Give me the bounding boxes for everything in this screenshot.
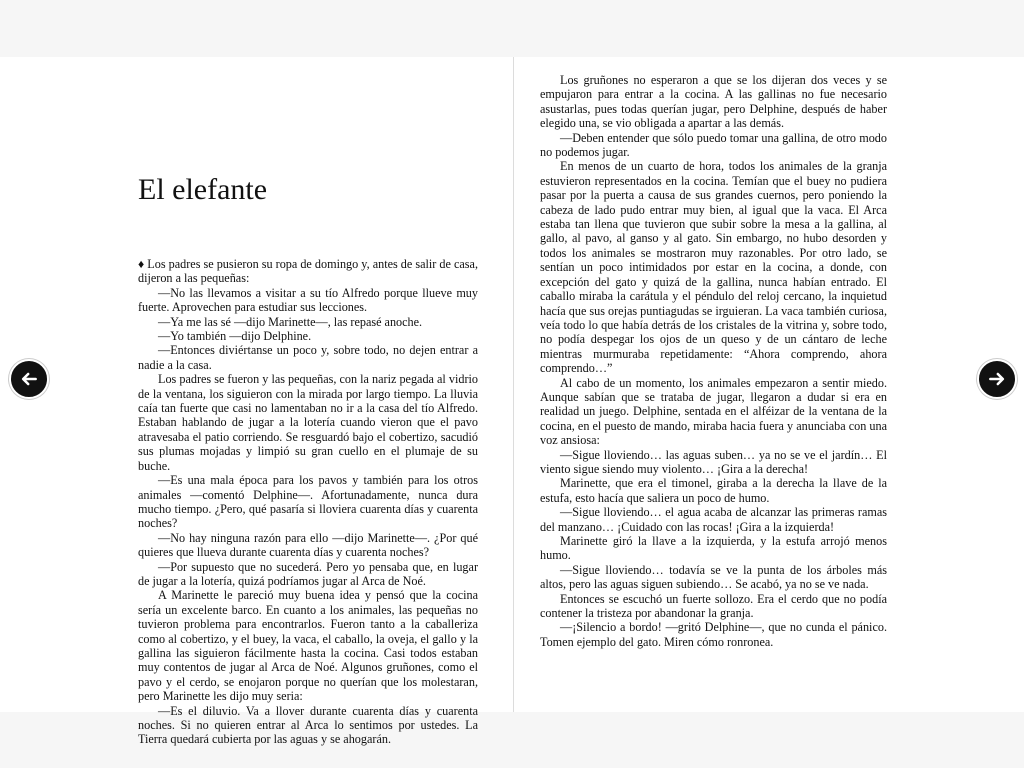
paragraph: ♦ Los padres se pusieron su ropa de domingo y, antes de salir de casa, dijeron a las pequeñas: <box>138 257 478 286</box>
paragraph: —Es el diluvio. Va a llover durante cuarenta días y cuarenta noches. Si no quieren entrar al Arca lo sentimos por ustedes. La Tierra quedará cubierta por las aguas y se ahogarán. <box>138 703 478 747</box>
paragraph: —Yo también —dijo Delphine. <box>158 329 312 344</box>
previous-page-button[interactable] <box>9 359 49 399</box>
paragraph: —Es una mala época para los pavos y también para los otros animales —comentó Delphine—. Afortunadamente, nunca dura mucho tiempo. ¿Pero, qué pasaría si lloviera cuarenta días y cuarenta noches? <box>138 473 478 531</box>
paragraph: En menos de un cuarto de hora, todos los animales de la granja estuvieron representados en la cocina. Temían que el buey no pudiera pasar por la puerta a causa de sus grandes cuernos, pero poniendo la cabeza de lado pudo entrar muy bien, al igual que la vaca. El Arca estaba tan llena que tuvieron que subir sobre la mesa a la gallina, al gallo, al pavo, al ganso y al gato. Sin embargo, no hubo desorden y todos los animales se mostraron muy razonables. Por otro lado, se sentían un poco intimidados por estar en la cocina, a donde, con excepción del gato y quizá de la gallina, nunca habían entrado. El caballo miraba la carátula y el péndulo del reloj cercano, la inquietud hacía que sus orejas puntiagudas se irguieran. La vaca también curiosa, veía todo lo que había detrás de los cristales de la vitrina y, sobre todo, no podía despegar los ojos de un queso y de un cántaro de leche mientras murmuraba repetidamente: “Ahora comprendo, ahora comprendo…” <box>540 159 887 376</box>
paragraph: Los padres se fueron y las pequeñas, con la nariz pegada al vidrio de la ventana, los siguieron con la mirada por largo tiempo. La lluvia caía tan fuerte que casi no lamentaban no ir a la casa del tío Alfredo. Estaban hablando de jugar a la lotería cuando vieron que el pavo atravesaba el patio corriendo. Se resguardó bajo el cobertizo, sacudió sus plumas mojadas y limpió su gran cuello en el plumaje de su buche. <box>138 372 478 473</box>
paragraph: —Ya me las sé —dijo Marinette—, las repasé anoche. <box>158 314 423 329</box>
paragraph: —No las llevamos a visitar a su tío Alfredo porque llueve muy fuerte. Aprovechen para estudiar sus lecciones. <box>138 285 478 315</box>
paragraph: Al cabo de un momento, los animales empezaron a sentir miedo. Aunque sabían que se trataba de jugar, llegaron a dudar si era en realidad un juego. Delphine, sentada en el alféizar de la ventana de la cocina, en el puesto de mando, miraba hacia fuera y anunciaba con una voz ansiosa: <box>540 375 887 448</box>
paragraph: —Por supuesto que no sucederá. Pero yo pensaba que, en lugar de jugar a la lotería, quizá podríamos jugar al Arca de Noé. <box>138 559 478 588</box>
paragraph: Marinette, que era el timonel, giraba a la derecha la llave de la estufa, esto hacía que saliera un poco de humo. <box>540 476 887 505</box>
paragraph: —Sigue lloviendo… todavía se ve la punta de los árboles más altos, pero las aguas siguen subiendo… Se acabó, ya no se ve nada. <box>540 562 887 592</box>
paragraph: —Sigue lloviendo… el agua acaba de alcanzar las primeras ramas del manzano… ¡Cuidado con las rocas! ¡Gira a la izquierda! <box>540 505 887 534</box>
right-page-text <box>540 73 887 649</box>
paragraph: Los gruñones no esperaron a que se los dijeran dos veces y se empujaron para entrar a la cocina. A las gallinas no fue necesario asustarlas, pues todas querían jugar, pero Delphine, después de haber elegido una, se vio obligada a apartar a las demás. <box>540 73 887 131</box>
paragraph: Entonces se escuchó un fuerte sollozo. Era el cerdo que no podía contener la tristeza por abandonar la granja. <box>540 591 887 621</box>
paragraph: —Entonces diviértanse un poco y, sobre todo, no dejen entrar a nadie a la casa. <box>138 343 478 372</box>
paragraph: —Deben entender que sólo puedo tomar una gallina, de otro modo no podemos jugar. <box>540 130 887 160</box>
paragraph: A Marinette le pareció muy buena idea y pensó que la cocina sería un excelente barco. En cuanto a los animales, las pequeñas no tuvieron problema para encontrarlos. Fueron tanto a la caballeriza como al cobertizo, y el buey, la vaca, el caballo, la oveja, el gallo y la gallina las siguieron fácilmente hasta la cocina. Casi todos estaban muy contentos de jugar al Arca de Noé. Algunos gruñones, como el pavo y el cerdo, se enojaron porque no querían que los molestaran, pero Marinette les dijo muy seria: <box>138 588 478 704</box>
arrow-right-icon <box>987 369 1007 389</box>
paragraph: Marinette giró la llave a la izquierda, y la estufa arrojó menos humo. <box>540 534 887 563</box>
paragraph: —¡Silencio a bordo! —gritó Delphine—, que no cunda el pánico. Tomen ejemplo del gato. Miren cómo ronronea. <box>540 620 887 649</box>
chapter-title: El elefante <box>138 173 268 206</box>
arrow-left-icon <box>19 369 39 389</box>
paragraph: —Sigue lloviendo… las aguas suben… ya no se ve el jardín… El viento sigue siendo muy violento… ¡Gira a la derecha! <box>540 447 887 476</box>
left-page-text <box>138 257 478 747</box>
left-page <box>0 57 514 747</box>
next-page-button[interactable] <box>977 359 1017 399</box>
paragraph: —No hay ninguna razón para ello —dijo Marinette—. ¿Por qué quieres que llueva durante cuarenta días y cuarenta noches? <box>138 530 478 560</box>
